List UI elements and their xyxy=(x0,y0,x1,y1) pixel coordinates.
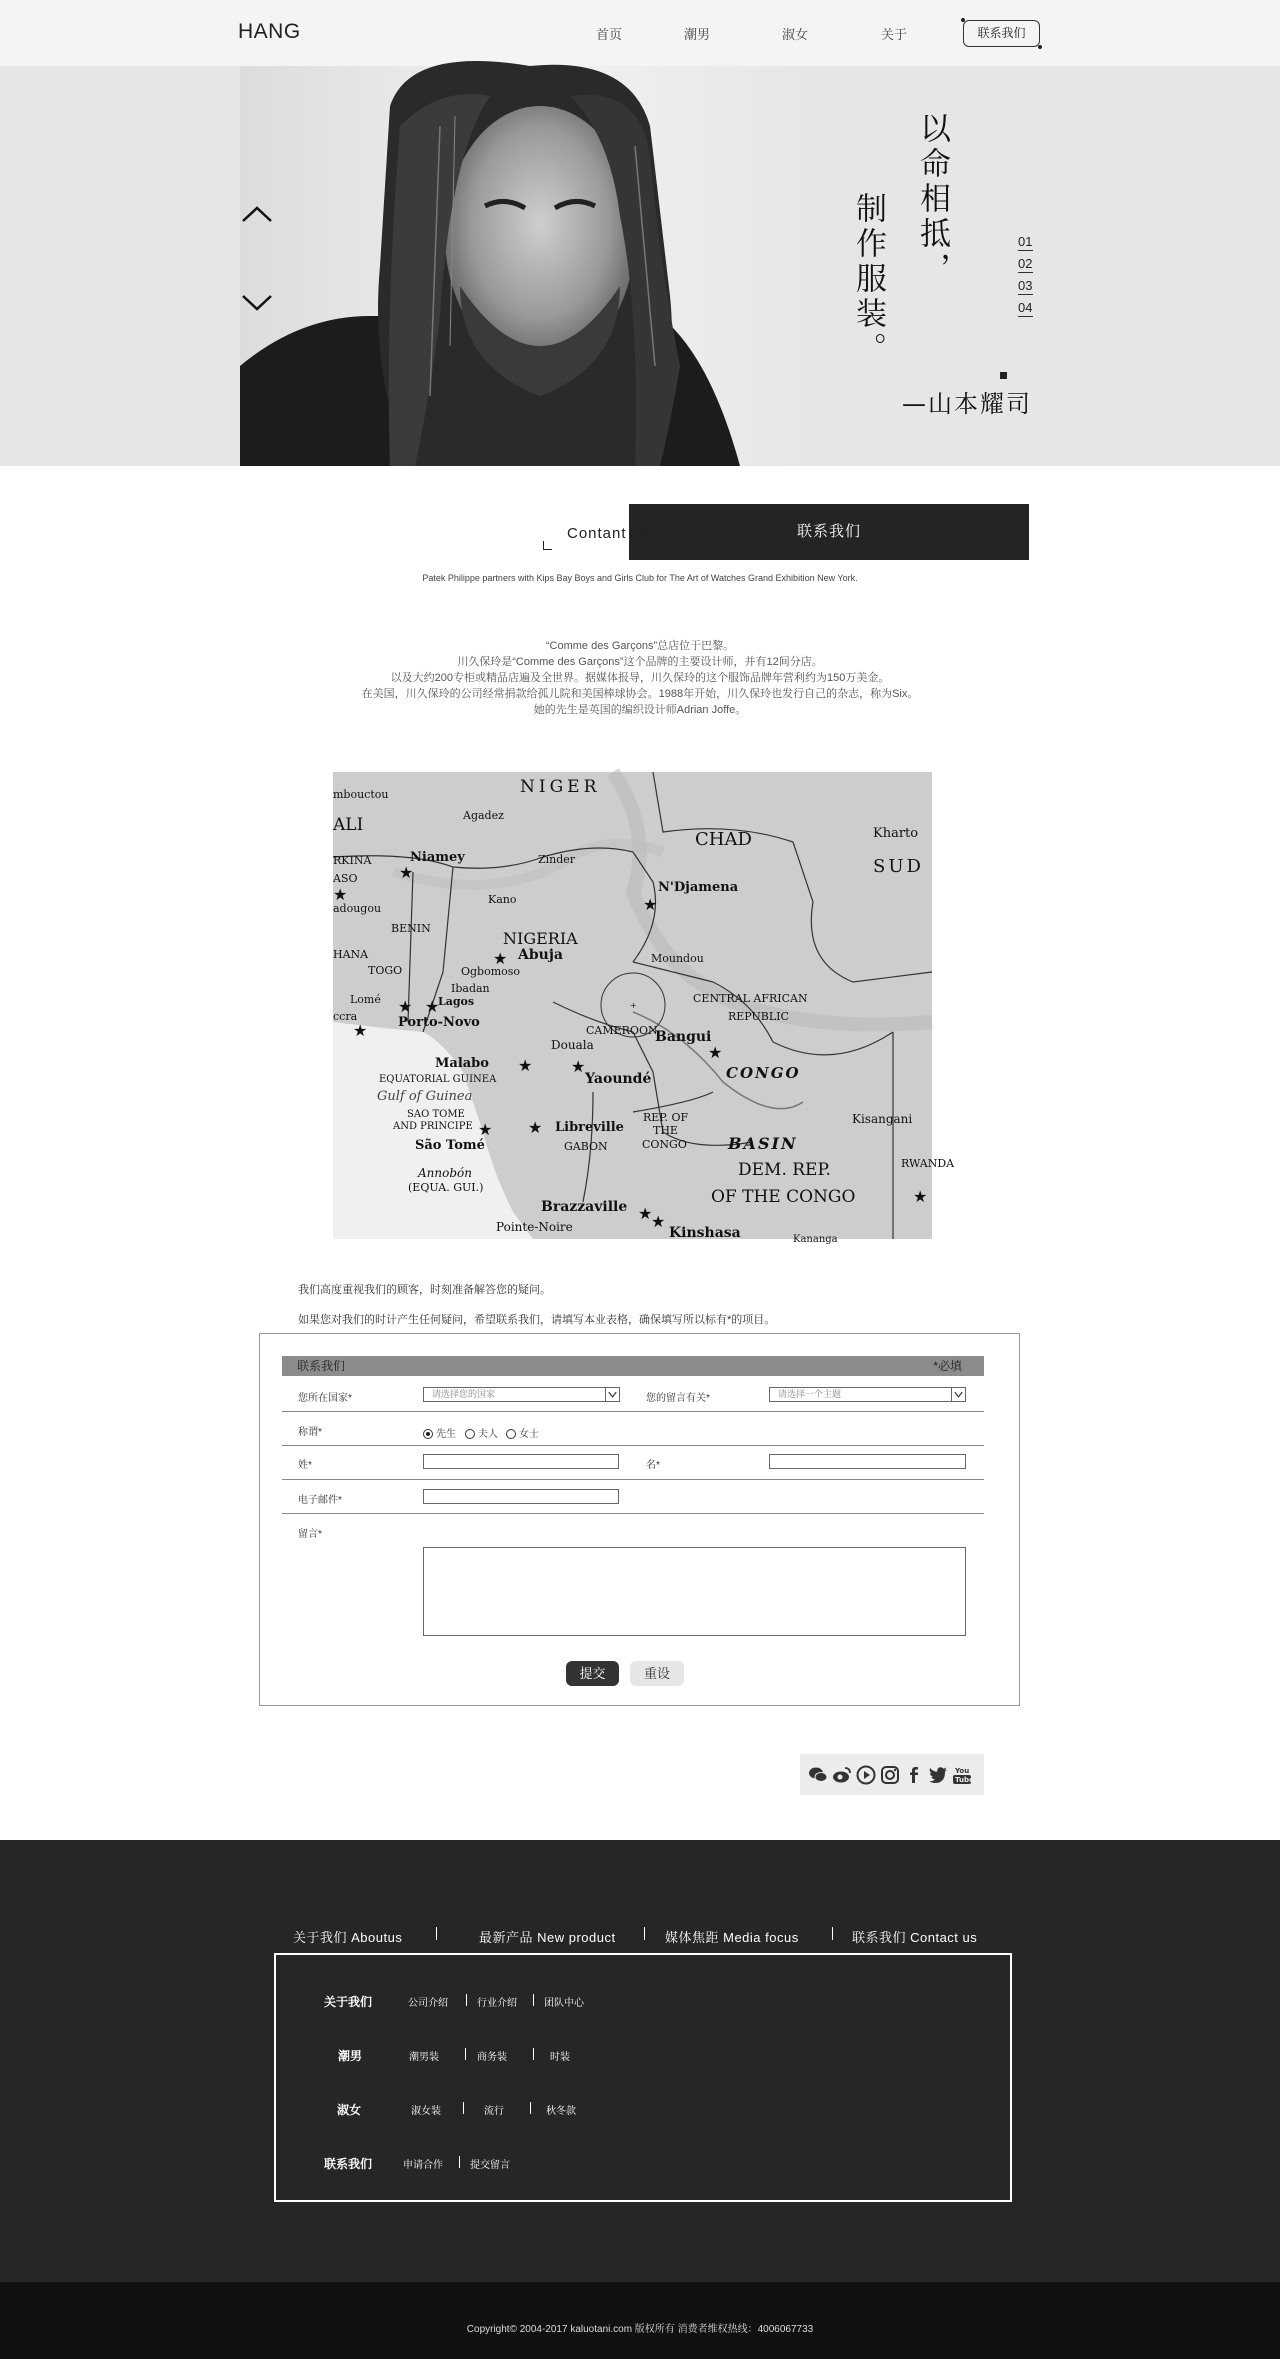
map-label: THE xyxy=(653,1124,678,1137)
svg-text:★: ★ xyxy=(353,1021,368,1040)
chevron-down-icon xyxy=(605,1388,619,1401)
svg-text:★: ★ xyxy=(708,1043,723,1062)
copyright-text: Copyright© 2004-2017 kaluotani.com 版权所有 消费者维权热线：4006067733 xyxy=(466,2324,814,2335)
map-label: (EQUA. GUI.) xyxy=(408,1181,484,1194)
map-label: Annobón xyxy=(418,1166,472,1180)
radio-mr-label: 先生 xyxy=(436,1429,456,1440)
map-label: GABON xyxy=(564,1140,608,1153)
message-textarea[interactable] xyxy=(423,1547,966,1636)
social-icons-bar xyxy=(800,1754,984,1795)
map-label: EQUATORIAL GUINEA xyxy=(379,1074,497,1085)
nav-contact-label: 联系我们 xyxy=(977,26,1026,40)
hero-quote-line-1: 以命相抵， xyxy=(914,112,950,287)
map-label: NIGER xyxy=(520,777,601,797)
nav-item-men[interactable]: 潮男 xyxy=(684,27,711,42)
top-nav xyxy=(0,0,1280,66)
radio-ms-label: 女士 xyxy=(519,1429,539,1440)
instagram-icon[interactable] xyxy=(880,1765,900,1785)
map-label: Ogbomoso xyxy=(461,965,521,978)
footer-link[interactable]: 团队中心 xyxy=(544,1998,584,2009)
radio-mrs[interactable] xyxy=(465,1425,498,1440)
intro-line: 她的先生是英国的编织设计师Adrian Joffe。 xyxy=(533,704,747,716)
map-label: BENIN xyxy=(391,922,431,935)
svg-text:+: + xyxy=(630,1001,637,1010)
footer-tab-new-product[interactable]: 最新产品 New product xyxy=(479,1930,616,1945)
reset-button[interactable]: 重设 xyxy=(630,1661,684,1686)
footer-tab-media[interactable]: 媒体焦距 Media focus xyxy=(665,1930,799,1945)
hero-quote-line-2: 制作服装。 xyxy=(850,192,886,367)
submit-button[interactable]: 提交 xyxy=(566,1661,619,1686)
nav-item-home[interactable]: 首页 xyxy=(596,27,623,42)
radio-ms[interactable] xyxy=(506,1425,539,1440)
svg-text:★: ★ xyxy=(643,895,658,914)
map-label: CONGO xyxy=(726,1064,801,1082)
form-note-2: 如果您对我们的时计产生任何疑问，希望联系我们，请填写本业表格，确保填写所以标有*的项目。 xyxy=(298,1314,776,1326)
map-label: Kananga xyxy=(793,1234,838,1245)
intro-line: 川久保玲是“Comme des Garçons”这个品牌的主要设计师，并有12间分店。 xyxy=(457,656,823,668)
radio-mrs-label: 夫人 xyxy=(478,1429,498,1440)
map-label: Pointe-Noire xyxy=(496,1220,573,1234)
svg-text:Tube: Tube xyxy=(955,1776,974,1784)
form-divider xyxy=(282,1479,984,1480)
country-select-value: 请选择您的国家 xyxy=(432,1389,496,1399)
map-label: Lagos xyxy=(438,995,475,1008)
map-label: Agadez xyxy=(463,809,504,822)
footer-tab-contact[interactable]: 联系我们 Contact us xyxy=(852,1930,978,1945)
map-label: NIGERIA xyxy=(503,929,578,948)
contact-us-bar[interactable]: 联系我们 xyxy=(629,504,1029,560)
footer-link-divider xyxy=(463,2102,464,2114)
given-name-label: 名* xyxy=(646,1460,660,1471)
slide-down-arrow-icon[interactable] xyxy=(240,292,274,314)
slide-indicator-04[interactable]: 04 xyxy=(1018,300,1033,315)
given-name-input[interactable] xyxy=(769,1454,966,1469)
footer-link[interactable]: 秋冬款 xyxy=(546,2106,576,2117)
map-label: Niamey xyxy=(410,850,465,865)
footer-divider xyxy=(644,1927,645,1940)
slide-indicator-02[interactable]: 02 xyxy=(1018,256,1033,271)
map-label: mbouctou xyxy=(333,788,389,801)
footer-link[interactable]: 申请合作 xyxy=(403,2160,443,2171)
map-label: BASIN xyxy=(728,1134,798,1153)
twitter-icon[interactable] xyxy=(928,1765,948,1785)
map-label: OF THE CONGO xyxy=(711,1187,856,1207)
footer-link-divider xyxy=(533,1994,534,2006)
form-required-note: *必填 xyxy=(933,1359,962,1373)
footer-link-divider xyxy=(530,2102,531,2114)
slide-indicator-01[interactable]: 01 xyxy=(1018,234,1033,249)
svg-text:★: ★ xyxy=(399,863,414,882)
svg-text:★: ★ xyxy=(518,1056,533,1075)
footer-link-divider xyxy=(459,2156,460,2168)
map-label: Libreville xyxy=(555,1120,624,1135)
map-label: HANA xyxy=(333,948,369,961)
map-label: Kisangani xyxy=(852,1112,913,1126)
country-select[interactable] xyxy=(423,1387,620,1402)
map-label: DEM. REP. xyxy=(738,1160,831,1180)
intro-line: “Comme des Garçons”总店位于巴黎。 xyxy=(545,640,735,652)
facebook-icon[interactable] xyxy=(904,1765,924,1785)
intro-text xyxy=(0,638,1280,718)
wechat-icon[interactable] xyxy=(808,1765,828,1785)
footer-group-title: 关于我们 xyxy=(324,1995,373,2009)
map-label: ccra xyxy=(333,1010,358,1023)
active-slide-marker xyxy=(1000,372,1007,379)
email-label: 电子邮件* xyxy=(298,1495,342,1506)
map-label: CONGO xyxy=(642,1138,687,1151)
weibo-icon[interactable] xyxy=(832,1765,852,1785)
map-label: Malabo xyxy=(435,1056,489,1071)
chevron-down-icon xyxy=(951,1388,965,1401)
nav-btn-dot xyxy=(961,18,965,22)
hero-portrait-image xyxy=(240,66,820,466)
email-input[interactable] xyxy=(423,1489,619,1504)
youtube-icon[interactable] xyxy=(952,1765,972,1785)
map-label: AND PRINCIPE xyxy=(393,1121,473,1132)
map-label: Porto-Novo xyxy=(398,1015,480,1030)
topic-select[interactable] xyxy=(769,1387,966,1402)
map-label: Moundou xyxy=(651,952,704,965)
corner-bracket-left xyxy=(543,541,552,550)
form-divider xyxy=(282,1411,984,1412)
footer-link-divider xyxy=(465,2048,466,2060)
surname-label: 姓* xyxy=(298,1460,312,1471)
nav-contact-button[interactable] xyxy=(963,20,1040,47)
map-label: REP. OF xyxy=(643,1111,689,1124)
surname-input[interactable] xyxy=(423,1454,619,1469)
form-divider xyxy=(282,1513,984,1514)
svg-text:★: ★ xyxy=(638,1204,653,1223)
hero-banner xyxy=(0,66,1280,466)
map-label: Zinder xyxy=(538,853,576,866)
footer-link-divider xyxy=(533,2048,534,2060)
contact-us-label: Contant US xyxy=(567,525,655,542)
map-label: TOGO xyxy=(368,964,403,977)
map-label: N'Djamena xyxy=(658,880,739,895)
map-label: RWANDA xyxy=(901,1157,955,1170)
intro-line: 在美国，川久保玲的公司经常捐款给孤儿院和美国棒球协会。1988年开始，川久保玲也发行自己的杂志，称为Six。 xyxy=(361,688,919,700)
svg-text:You: You xyxy=(955,1767,970,1775)
footer-divider xyxy=(832,1927,833,1940)
salutation-label: 称谓* xyxy=(298,1427,322,1438)
topic-label: 您的留言有关* xyxy=(646,1393,710,1404)
contact-us-subtitle: Patek Philippe partners with Kips Bay Boys and Girls Club for The Art of Watches Grand Exhibition New York. xyxy=(422,573,858,583)
map-label: ALI xyxy=(333,815,364,835)
svg-text:★: ★ xyxy=(398,997,413,1016)
footer-group-title: 淑女 xyxy=(337,2103,362,2117)
footer-link[interactable]: 潮男装 xyxy=(409,2052,439,2063)
hero-author: —山本耀司 xyxy=(902,390,1032,418)
radio-empty-icon xyxy=(465,1429,475,1439)
form-note-1: 我们高度重视我们的顾客，时刻准备解答您的疑问。 xyxy=(298,1284,551,1296)
map-label: Brazzaville xyxy=(541,1199,628,1215)
footer-link[interactable]: 时装 xyxy=(550,2052,570,2063)
svg-text:★: ★ xyxy=(528,1118,543,1137)
radio-empty-icon xyxy=(506,1429,516,1439)
svg-text:★: ★ xyxy=(913,1187,928,1206)
topic-select-value: 请选择一个主题 xyxy=(778,1389,842,1399)
footer-link-divider xyxy=(466,1994,467,2006)
map-label: Yaoundé xyxy=(585,1071,652,1087)
radio-checked-icon xyxy=(423,1429,433,1439)
footer-group-title: 潮男 xyxy=(338,2049,363,2063)
map-label: Kharto xyxy=(873,826,919,841)
map-label: RKINA xyxy=(333,854,372,867)
slide-up-arrow-icon[interactable] xyxy=(240,203,274,225)
map-label: Bangui xyxy=(655,1029,712,1045)
form-header xyxy=(282,1356,984,1376)
map-label: CAMEROON xyxy=(586,1024,658,1037)
svg-text:★: ★ xyxy=(493,949,508,968)
logo[interactable]: HANG xyxy=(238,20,301,43)
nav-item-about[interactable]: 关于 xyxy=(881,27,908,42)
map-label: Kinshasa xyxy=(669,1225,741,1241)
map-label: SUD xyxy=(873,856,924,877)
map-label: Lomé xyxy=(350,993,381,1006)
footer-tab-about[interactable]: 关于我们 Aboutus xyxy=(293,1930,403,1945)
footer-divider xyxy=(436,1927,437,1940)
footer-link[interactable]: 商务装 xyxy=(477,2052,507,2063)
form-divider xyxy=(282,1445,984,1446)
map-label: Douala xyxy=(551,1038,594,1052)
footer-group-title: 联系我们 xyxy=(324,2157,373,2171)
message-label: 留言* xyxy=(298,1529,322,1540)
svg-text:★: ★ xyxy=(651,1212,666,1231)
nav-item-women[interactable]: 淑女 xyxy=(782,27,809,42)
svg-text:★: ★ xyxy=(425,997,440,1016)
intro-line: 以及大约200专柜或精品店遍及全世界。据媒体报导，川久保玲的这个服饰品牌年营利约为150万美金。 xyxy=(390,672,890,684)
svg-text:★: ★ xyxy=(478,1120,493,1139)
map-label: adougou xyxy=(333,902,382,915)
form-title: 联系我们 xyxy=(297,1359,346,1373)
corner-bracket-right xyxy=(677,523,686,532)
footer-link[interactable]: 行业介绍 xyxy=(477,1998,517,2009)
map-label: Ibadan xyxy=(451,982,490,995)
footer-links-box xyxy=(274,1953,1012,2202)
svg-text:★: ★ xyxy=(333,885,348,904)
svg-text:★: ★ xyxy=(571,1057,586,1076)
map-label: CHAD xyxy=(695,829,752,850)
africa-map-image xyxy=(333,772,955,1245)
radio-mr[interactable] xyxy=(423,1425,456,1440)
country-label: 您所在国家* xyxy=(298,1393,352,1404)
map-label: ASO xyxy=(333,872,358,885)
map-label: Kano xyxy=(488,893,517,906)
footer-link[interactable]: 提交留言 xyxy=(470,2160,510,2171)
map-label: Abuja xyxy=(518,947,563,963)
map-label: REPUBLIC xyxy=(728,1010,789,1023)
map-label: CENTRAL AFRICAN xyxy=(693,992,808,1005)
play-icon[interactable] xyxy=(856,1765,876,1785)
footer-link[interactable]: 淑女装 xyxy=(411,2106,441,2117)
map-label: SAO TOME xyxy=(407,1109,465,1120)
slide-indicator-03[interactable]: 03 xyxy=(1018,278,1033,293)
footer-link[interactable]: 公司介绍 xyxy=(408,1998,448,2009)
footer-link[interactable]: 流行 xyxy=(484,2106,504,2117)
nav-btn-dot xyxy=(1038,45,1042,49)
map-label: Gulf of Guinea xyxy=(377,1089,473,1104)
map-label: São Tomé xyxy=(415,1138,485,1153)
